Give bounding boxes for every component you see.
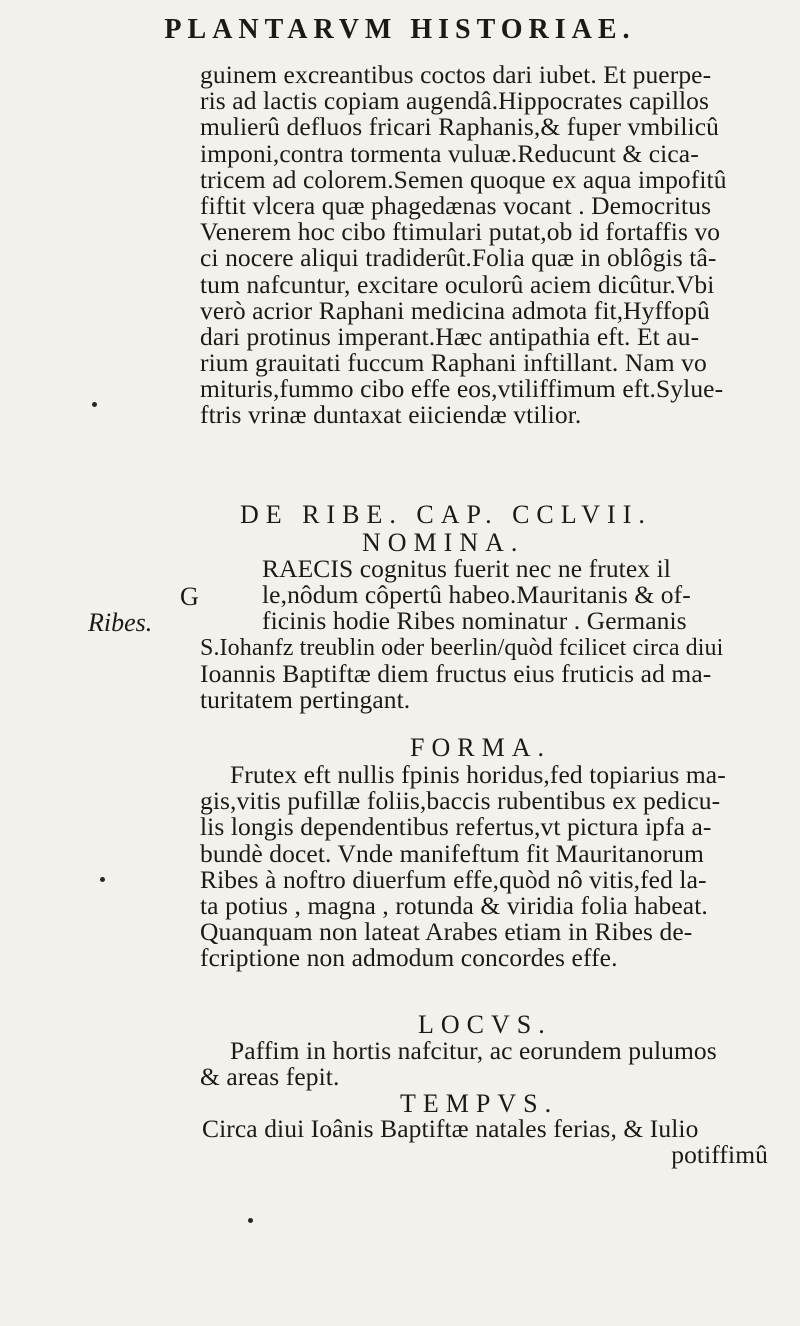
- paragraph-nomina: [200, 556, 780, 713]
- text-line: Paffim in hortis nafcitur, ac eorundem pulumos: [230, 1036, 717, 1065]
- text-line: dari protinus imperant.Hæc antipathia eft. Et au-: [200, 321, 700, 351]
- ink-speck: [248, 1218, 253, 1223]
- margin-note: Ribes.: [88, 608, 153, 637]
- text-line: mulierû defluos fricari Raphanis,& fuper vmbilicû: [200, 112, 720, 142]
- ink-speck: [100, 877, 105, 882]
- text-line: Quanquam non lateat Arabes etiam in Ribes de-: [200, 917, 693, 947]
- paragraph-tempvs: [200, 1116, 780, 1168]
- text-line: verò acrior Raphani medicina admota fit,Hyffopû: [200, 295, 710, 325]
- text-line: S.Iohanfz treublin oder beerlin/quòd fcilicet circa diui: [200, 634, 724, 661]
- section-heading-forma: FORMA.: [410, 733, 551, 762]
- text-line: fiftit vlcera quæ phagedænas vocant . Democritus: [200, 190, 712, 220]
- text-line: gis,vitis pufillæ foliis,baccis rubentibus ex pedicu-: [200, 786, 721, 816]
- text-line: potiffimû: [671, 1140, 768, 1170]
- text-line: ftris vrinæ duntaxat eiiciendæ vtilior.: [200, 400, 582, 430]
- text-line: guinem excreantibus coctos dari iubet. Et puerpe-: [200, 60, 712, 89]
- text-line: ci nocere aliqui tradiderût.Folia quæ in oblôgis tâ-: [200, 243, 717, 273]
- paragraph-forma: [200, 762, 780, 972]
- text-line: Venerem hoc cibo ftimulari putat,ob id fortaffis vo: [200, 217, 721, 247]
- text-line: Ribes à noftro diuerfum effe,quòd nô vitis,fed la-: [200, 864, 707, 894]
- chapter-heading: DE RIBE. CAP. CCLVII.: [240, 500, 652, 529]
- text-line: ficinis hodie Ribes nominatur . Germanis: [262, 606, 687, 636]
- text-line: Ioannis Baptiftæ diem fructus eius fruticis ad ma-: [200, 658, 712, 688]
- section-heading-nomina: NOMINA.: [362, 528, 525, 557]
- text-line: ris ad lactis copiam augendâ.Hippocrates capillos: [200, 86, 710, 116]
- text-line: Circa diui Ioânis Baptiftæ natales ferias, & Iulio: [202, 1114, 699, 1143]
- section-heading-locvs: LOCVS.: [418, 1010, 552, 1039]
- ink-speck: [92, 402, 97, 407]
- text-line: RAECIS cognitus fuerit nec ne frutex il: [262, 554, 671, 583]
- text-line: bundè docet. Vnde manifeftum fit Mauritanorum: [200, 838, 704, 868]
- text-line: tricem ad colorem.Semen quoque ex aqua impofitû: [200, 164, 727, 194]
- text-line: imponi,contra tormenta vuluæ.Reducunt & cica-: [200, 138, 699, 168]
- text-line: fcriptione non admodum concordes effe.: [200, 943, 618, 973]
- section-heading-tempvs: TEMPVS.: [400, 1089, 559, 1118]
- text-line: lis longis dependentibus refertus,vt pictura ipfa a-: [200, 812, 712, 842]
- running-head: PLANTARVM HISTORIAE.: [164, 14, 636, 45]
- text-line: & areas fepit.: [200, 1062, 340, 1092]
- text-line: le,nôdum côpertû habeo.Mauritanis & of-: [262, 580, 691, 610]
- paragraph-raphanus: [200, 62, 780, 429]
- text-line: Frutex eft nullis fpinis horidus,fed topiarius ma-: [230, 760, 726, 789]
- text-line: ta potius , magna , rotunda & viridia folia habeat.: [200, 890, 708, 920]
- text-line: mituris,fummo cibo effe eos,vtiliffimum eft.Sylue-: [200, 374, 724, 404]
- paragraph-locvs: [200, 1038, 780, 1090]
- text-line: rium grauitati fuccum Raphani inftillant. Nam vo: [200, 348, 707, 378]
- text-line: tum nafcuntur, excitare oculorû aciem dicûtur.Vbi: [200, 269, 715, 299]
- drop-cap: G: [180, 582, 199, 611]
- text-line: turitatem pertingant.: [200, 684, 411, 714]
